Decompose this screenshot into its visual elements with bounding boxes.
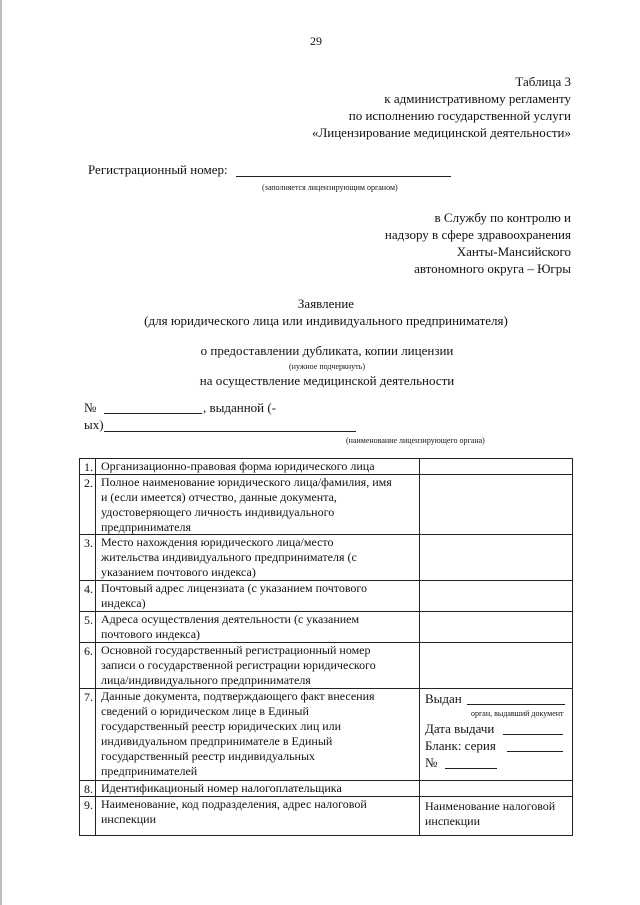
issue-date-field[interactable] (503, 734, 563, 735)
row-value-cell[interactable] (421, 797, 572, 835)
table-row (80, 612, 572, 643)
header-line: Таблица 3 (515, 74, 571, 89)
license-issued-label: , выданной (- (203, 400, 277, 415)
license-number-prefix: № (84, 400, 97, 415)
row-description-line: жительства индивидуального предпринимателя (с (101, 550, 357, 564)
application-table (79, 458, 573, 836)
purpose-note: (нужное подчеркнуть) (289, 362, 365, 371)
addressee-line: в Службу по контролю и (434, 210, 571, 225)
row-description-line: Наименование, код подразделения, адрес налоговой (101, 797, 367, 811)
row-description-line: предпринимателей (101, 764, 198, 778)
page-number: 29 (310, 34, 322, 48)
row-description-line: предпринимателя (101, 520, 191, 534)
row-number: 7. (80, 689, 96, 780)
row-number: 1. (80, 459, 96, 474)
row-number: 8. (80, 781, 96, 796)
table-row (80, 581, 572, 612)
row-value-cell[interactable] (421, 781, 572, 796)
header-line: по исполнению государственной услуги (348, 108, 571, 123)
addressee-line: надзору в сфере здравоохранения (384, 227, 571, 242)
row-description-line: указанием почтового индекса) (101, 565, 256, 579)
row-description-line: инспекции (101, 812, 157, 826)
purpose-line: о предоставлении дубликата, копии лицензии (200, 343, 454, 358)
row-description-line: удостоверяющего личность индивидуального (101, 505, 335, 519)
row-value-cell[interactable] (421, 535, 572, 580)
document-heading: Заявление (297, 296, 355, 311)
license-issued-cont: ых) (84, 417, 104, 432)
table-row (80, 797, 572, 835)
row-number: 6. (80, 643, 96, 688)
row-description (97, 612, 420, 642)
row-description-line: Организационно-правовая форма юридического лица (101, 459, 375, 473)
row-description-line: индекса) (101, 596, 146, 610)
row-description (97, 797, 420, 835)
issued-by-field[interactable] (467, 704, 565, 705)
row-description (97, 475, 420, 534)
table-row (80, 689, 572, 781)
registration-label: Регистрационный номер: (88, 162, 228, 177)
row-description-line: Полное наименование юридического лица/фамилия, имя (101, 475, 392, 489)
row-description (97, 459, 420, 474)
row-description-line: и (если имеется) отчество, данные документа, (101, 490, 337, 504)
tax-office-label: Наименование налоговой (425, 799, 556, 813)
row-value-cell[interactable] (421, 643, 572, 688)
row-value-cell (421, 689, 572, 780)
row-value-cell[interactable] (421, 459, 572, 474)
row-description-line: сведений о юридическом лице в Единый (101, 704, 309, 718)
license-authority-note: (наименование лицензирующего органа) (346, 436, 485, 445)
table-row (80, 459, 572, 475)
row-description (97, 581, 420, 611)
form-series-label: Бланк: серия (425, 738, 496, 753)
tax-office-label: инспекции (425, 814, 481, 828)
header-line: «Лицензирование медицинской деятельности» (311, 125, 571, 140)
row-value-cell[interactable] (421, 475, 572, 534)
row-number: 3. (80, 535, 96, 580)
row-description-line: Идентификационый номер налогоплательщика (101, 781, 342, 795)
activity-line: на осуществление медицинской деятельности (199, 373, 455, 388)
issue-date-label: Дата выдачи (425, 721, 495, 736)
table-row (80, 643, 572, 689)
row-number: 4. (80, 581, 96, 611)
row-description-line: Почтовый адрес лицензиата (с указанием почтового (101, 581, 368, 595)
row-description-line: почтового индекса) (101, 627, 201, 641)
row-description-line: лица/индивидуального предпринимателя (101, 673, 311, 687)
row-number: 5. (80, 612, 96, 642)
table-row (80, 781, 572, 797)
addressee-line: автономного округа – Югры (414, 261, 571, 276)
addressee-line: Ханты-Мансийского (456, 244, 571, 259)
doc-number-label: № (425, 755, 438, 770)
row-description (97, 781, 420, 796)
table-row (80, 475, 572, 535)
license-authority-field[interactable] (104, 431, 356, 432)
registration-field[interactable] (236, 176, 451, 177)
doc-number-field[interactable] (445, 768, 497, 769)
row-number: 2. (80, 475, 96, 534)
issued-by-label: Выдан (425, 691, 462, 706)
row-value-cell[interactable] (421, 581, 572, 611)
row-description-line: государственный реестр индивидуальных (101, 749, 316, 763)
row-description (97, 643, 420, 688)
license-number-field[interactable] (104, 413, 202, 414)
row-description-line: Место нахождения юридического лица/место (101, 535, 334, 549)
row-description-line: Данные документа, подтверждающего факт внесения (101, 689, 375, 703)
row-description-line: индивидуальном предпринимателе в Единый (101, 734, 333, 748)
row-description-line: записи о государственной регистрации юридического (101, 658, 376, 672)
row-description-line: Основной государственный регистрационный номер (101, 643, 371, 657)
row-value-cell[interactable] (421, 612, 572, 642)
row-number: 9. (80, 797, 96, 835)
table-row (80, 535, 572, 581)
row-description (97, 535, 420, 580)
row-description-line: Адреса осуществления деятельности (с указанием (101, 612, 360, 626)
row-description-line: государственный реестр юридических лиц или (101, 719, 342, 733)
document-subtitle: (для юридического лица или индивидуального предпринимателя) (144, 313, 508, 328)
registration-note: (заполняется лицензирующим органом) (262, 183, 398, 192)
issued-by-note: орган, выдавший документ (471, 709, 564, 718)
header-line: к административному регламенту (384, 91, 571, 106)
row-description (97, 689, 420, 780)
form-series-field[interactable] (507, 751, 563, 752)
